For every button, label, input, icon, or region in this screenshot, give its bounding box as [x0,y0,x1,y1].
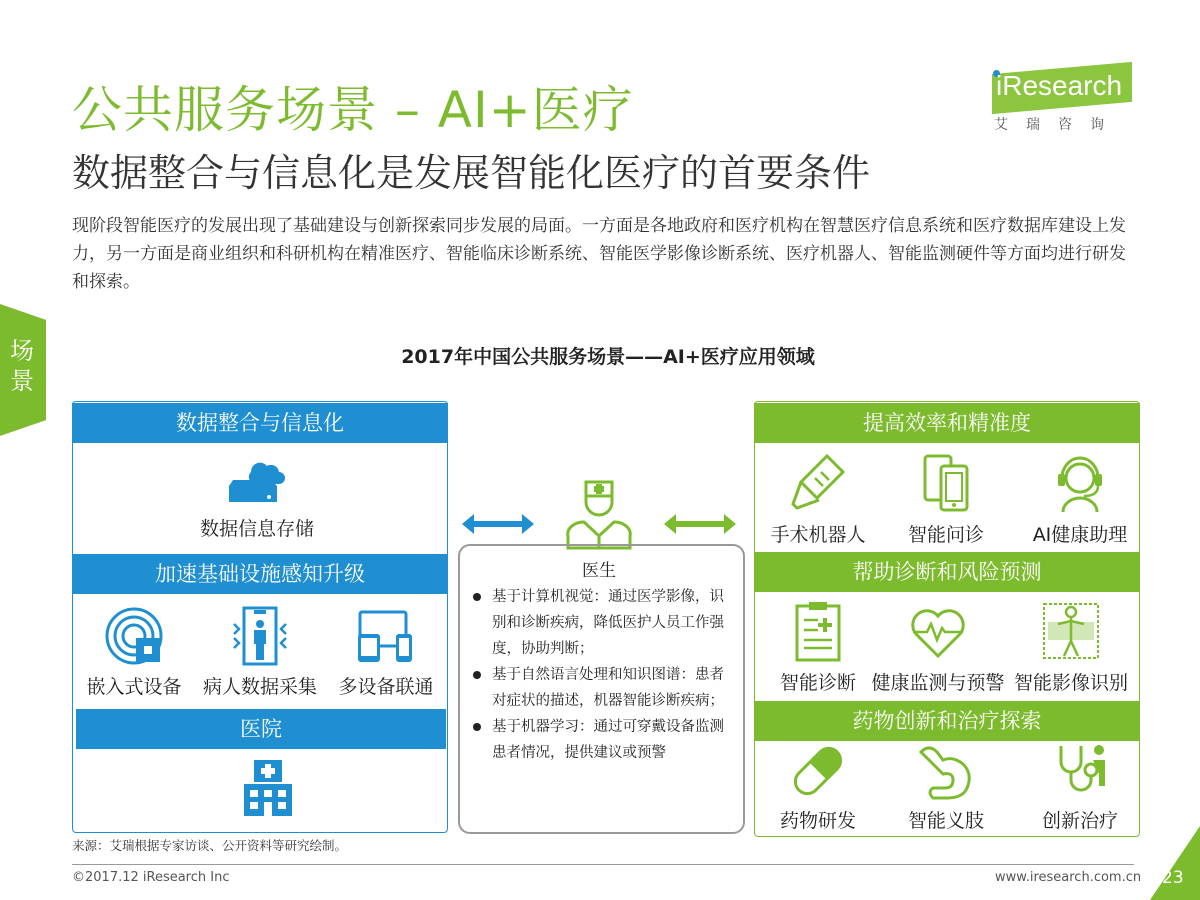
item-label: 智能影像识别 [1013,672,1128,694]
headset-assistant-icon [1049,452,1111,514]
doctor-icon [566,476,632,550]
item-label: 创新治疗 [1041,810,1118,832]
intro-paragraph: 现阶段智能医疗的发展出现了基础建设与创新探索同步发展的局面。一方面是各地政府和医疗机构在智慧医疗信息系统和医疗数据库建设上发力，另一方面是商业组织和科研机构在精准医疗、智能临床诊断系统、智能医学影像诊断系统、医疗机器人、智能监测硬件等方面均进行研发和探索。 [72,216,1126,292]
item-embedded-device [64,606,204,699]
blue-double-arrow [462,512,534,536]
stethoscope-icon [1049,742,1111,800]
corner-triangle [1150,826,1200,900]
item-health-monitoring [868,600,1008,695]
item-multi-device [316,606,456,699]
left-section-title-data: 数据整合与信息化 [72,403,448,443]
iresearch-logo [990,66,1140,134]
logo-text: iResearch [996,70,1123,101]
item-patient-data [190,606,330,699]
bullet-item: 基于机器学习：通过可穿戴设备监测患者情况，提供建议或预警 [470,714,738,766]
source-note: 来源：艾瑞根据专家访谈、公开资料等研究绘制。 [72,838,348,853]
item-smart-diagnosis [748,600,888,695]
left-section-title-sensing: 加速基础设施感知升级 [72,554,448,594]
item-label: 手术机器人 [770,524,866,546]
embedded-device-icon [104,606,164,666]
item-label: 药物研发 [779,810,856,832]
pill-icon [787,742,849,800]
item-label: 智能诊断 [779,672,856,694]
logo-cn-text: 艾瑞咨询 [994,117,1122,133]
cloud-storage-icon [227,450,287,508]
item-smart-consult [876,452,1016,547]
item-label: 智能义肢 [907,810,984,832]
item-label: 数据信息存储 [199,518,314,540]
doctor-bullet-list [470,584,738,766]
clipboard-icon [787,600,849,662]
item-surgical-robot [748,452,888,547]
right-section-title-efficiency: 提高效率和精准度 [754,403,1140,443]
item-label: 健康监测与预警 [871,672,1005,694]
heart-monitor-icon [907,600,969,662]
item-data-storage [187,450,327,541]
image-scan-icon [1040,600,1102,662]
doctor-label: 医生 [582,561,616,581]
item-image-recognition [1001,600,1141,695]
website-link[interactable]: www.iresearch.com.cn [995,870,1142,885]
item-label: 智能问诊 [907,524,984,546]
item-innovative-treatment [1010,742,1150,833]
body-scan-icon [230,606,290,666]
item-label: 嵌入式设备 [86,676,182,698]
hospital-icon [240,760,296,816]
phone-consult-icon [915,452,977,514]
item-ai-health-assistant [1010,452,1150,547]
side-tab-label: 场景 [10,337,34,395]
green-double-arrow [664,512,736,536]
multi-device-icon [356,606,416,666]
page-subtitle: 数据整合与信息化是发展智能化医疗的首要条件 [72,151,871,195]
footer-divider [72,864,1134,865]
page-title: 公共服务场景 – AI+医疗 [72,81,634,139]
right-section-title-diagnosis: 帮助诊断和风险预测 [754,552,1140,592]
copyright-text: ©2017.12 iResearch Inc [72,870,230,885]
left-section-title-hospital: 医院 [76,709,446,749]
item-smart-prosthetic [876,742,1016,833]
item-label: 多设备联通 [338,676,434,698]
item-label: 病人数据采集 [202,676,317,698]
page-number: 23 [1162,868,1184,888]
prosthetic-arm-icon [915,742,977,800]
surgical-robot-icon [787,452,849,514]
item-label: AI健康助理 [1032,524,1128,546]
diagram-title: 2017年中国公共服务场景——AI+医疗应用领域 [401,346,815,368]
bullet-item: 基于计算机视觉：通过医学影像，识别和诊断疾病，降低医护人员工作强度，协助判断； [470,584,738,662]
item-drug-development [748,742,888,833]
right-section-title-drug: 药物创新和治疗探索 [754,701,1140,741]
bullet-item: 基于自然语言处理和知识图谱：患者对症状的描述，机器智能诊断疾病； [470,662,738,714]
